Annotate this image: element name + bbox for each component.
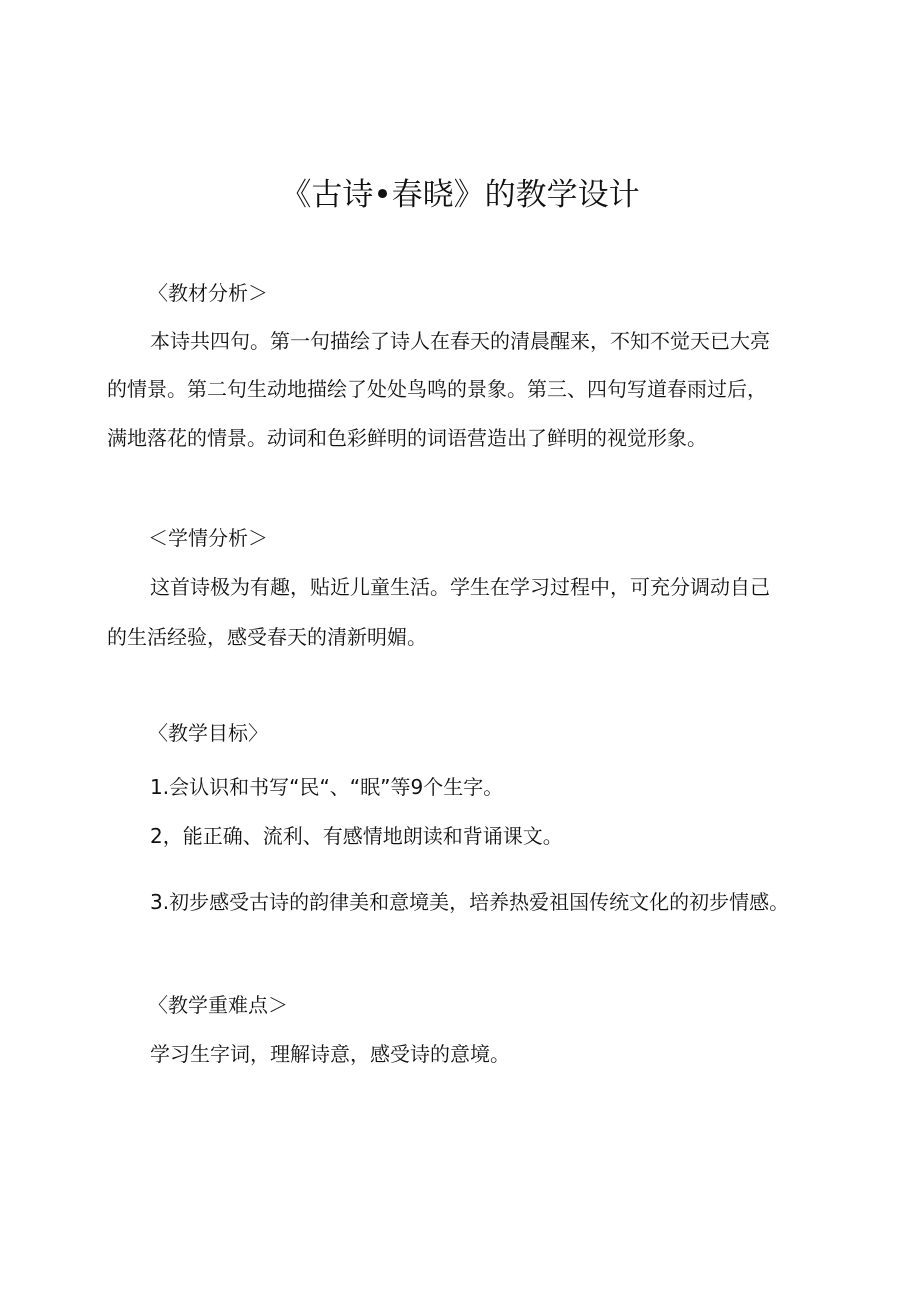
paragraph-line: 的情景。第二句生动地描绘了处处鸟鸣的景象。第三、四句写道春雨过后， [107, 377, 767, 401]
paragraph-line: 满地落花的情景。动词和色彩鲜明的词语营造出了鲜明的视觉形象。 [107, 426, 707, 450]
goal-item: 2，能正确、流利、有感情地朗读和背诵课文。 [150, 824, 563, 848]
section-heading-material: 〈教材分析＞ [148, 281, 268, 305]
section-heading-students: ＜学情分析＞ [148, 526, 268, 550]
paragraph-line: 学习生字词，理解诗意，感受诗的意境。 [150, 1042, 510, 1066]
paragraph-line: 本诗共四句。第一句描绘了诗人在春天的清晨醒来，不知不觉天已大亮 [150, 329, 770, 353]
goal-item: 3.初步感受古诗的韵律美和意境美，培养热爱祖国传统文化的初步情感。 [150, 890, 790, 914]
section-heading-key-points: 〈教学重难点＞ [148, 993, 288, 1017]
goal-item: 1.会认识和书写“民“、“眠”等9个生字。 [150, 775, 504, 799]
section-heading-goals: 〈教学目标〉 [148, 721, 268, 745]
paragraph-line: 的生活经验，感受春天的清新明媚。 [107, 625, 427, 649]
document-title: 《古诗•春晓》的教学设计 [280, 177, 640, 213]
paragraph-line: 这首诗极为有趣，贴近儿童生活。学生在学习过程中，可充分调动自己 [150, 575, 770, 599]
